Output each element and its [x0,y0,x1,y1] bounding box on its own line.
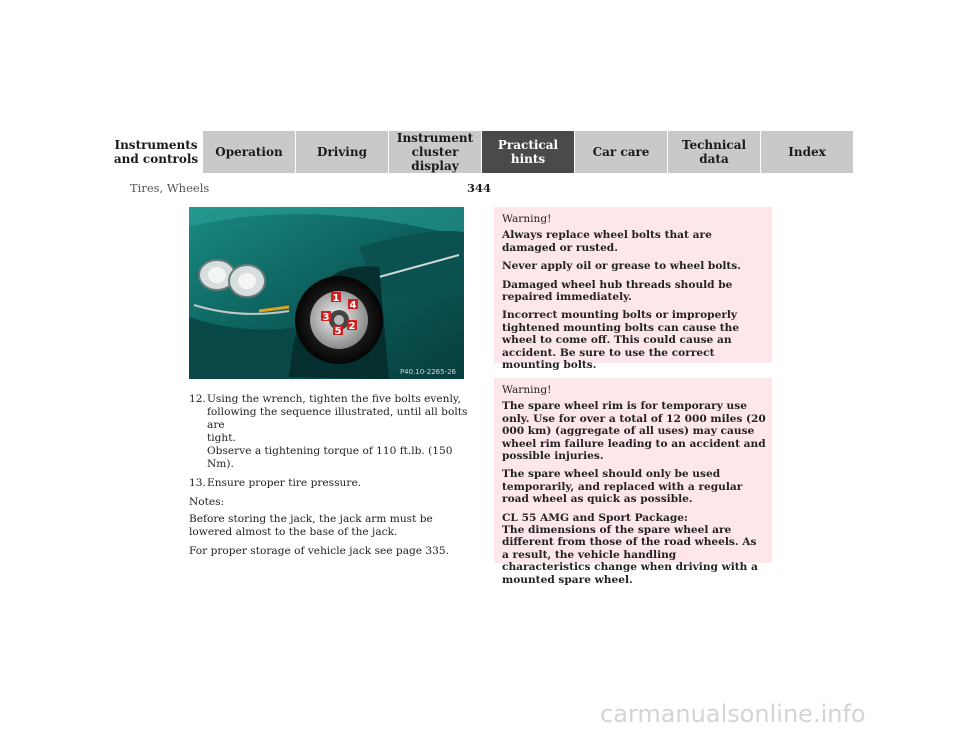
section-tabs [110,131,854,173]
section-title: Tires, Wheels [130,181,210,195]
step-13: 13. Ensure proper tire pressure. [189,477,362,489]
bolt-label-1: 1 [332,293,340,304]
warning-title: Warning! [502,384,552,396]
tab-technical-data[interactable]: Technical data [668,131,760,173]
warning-title: Warning! [502,213,552,225]
notes-heading: Notes: [189,496,225,508]
warning-box-spare-wheel: Warning! The spare wheel rim is for temporary use only. Use for over a total of 12 000 miles (20 000 km) (aggregate of all uses) may cause wheel rim failure leading to an accident and possible injuries. The spare wheel should only be used temporarily, and replaced with a regular road wheel as quick as possible. CL 55 AMG and Sport Package: The dimensions of the spare wheel are different from those of the road wheels. As a result, the vehicle handling characteristics change when driving with a mounted spare wheel. [494,378,772,563]
bolt-label-5: 5 [334,326,342,337]
figure-code: P40.10-2265-26 [399,368,456,376]
tab-instruments-and-controls[interactable]: Instruments and controls [110,131,202,173]
bolt-label-3: 3 [322,312,330,323]
step-12: 12. Using the wrench, tighten the five bolts evenly, following the sequence illustrated, until all bolts are tight. Observe a tightening torque of 110 ft.lb. (150 Nm). [189,393,468,470]
tab-car-care[interactable]: Car care [575,131,667,173]
wheel-bolt-illustration [189,207,464,379]
bolt-label-4: 4 [349,300,357,311]
tab-instrument-cluster-display[interactable]: Instrument cluster display [389,131,481,173]
bolt-label-2: 2 [348,321,356,332]
tab-operation[interactable]: Operation [203,131,295,173]
tab-practical-hints[interactable]: Practical hints [482,131,574,173]
tab-index[interactable]: Index [761,131,853,173]
instructions [189,393,474,564]
car-front-wheel-drawing [189,207,464,379]
note-jack-storage: For proper storage of vehicle jack see page 335. [189,545,450,557]
tab-driving[interactable]: Driving [296,131,388,173]
page-number: 344 [467,181,492,195]
note-jack-arm: Before storing the jack, the jack arm must be lowered almost to the base of the jack. [189,513,433,538]
watermark: carmanualsonline.info [600,700,866,728]
warning-box-bolts: Warning! Always replace wheel bolts that are damaged or rusted. Never apply oil or grease to wheel bolts. Damaged wheel hub threads should be repaired immediately. Incorrect mounting bolts or improperly tightened mounting bolts can cause the wheel to come off. This could cause an accident. Be sure to use the correct mounting bolts. [494,207,772,363]
